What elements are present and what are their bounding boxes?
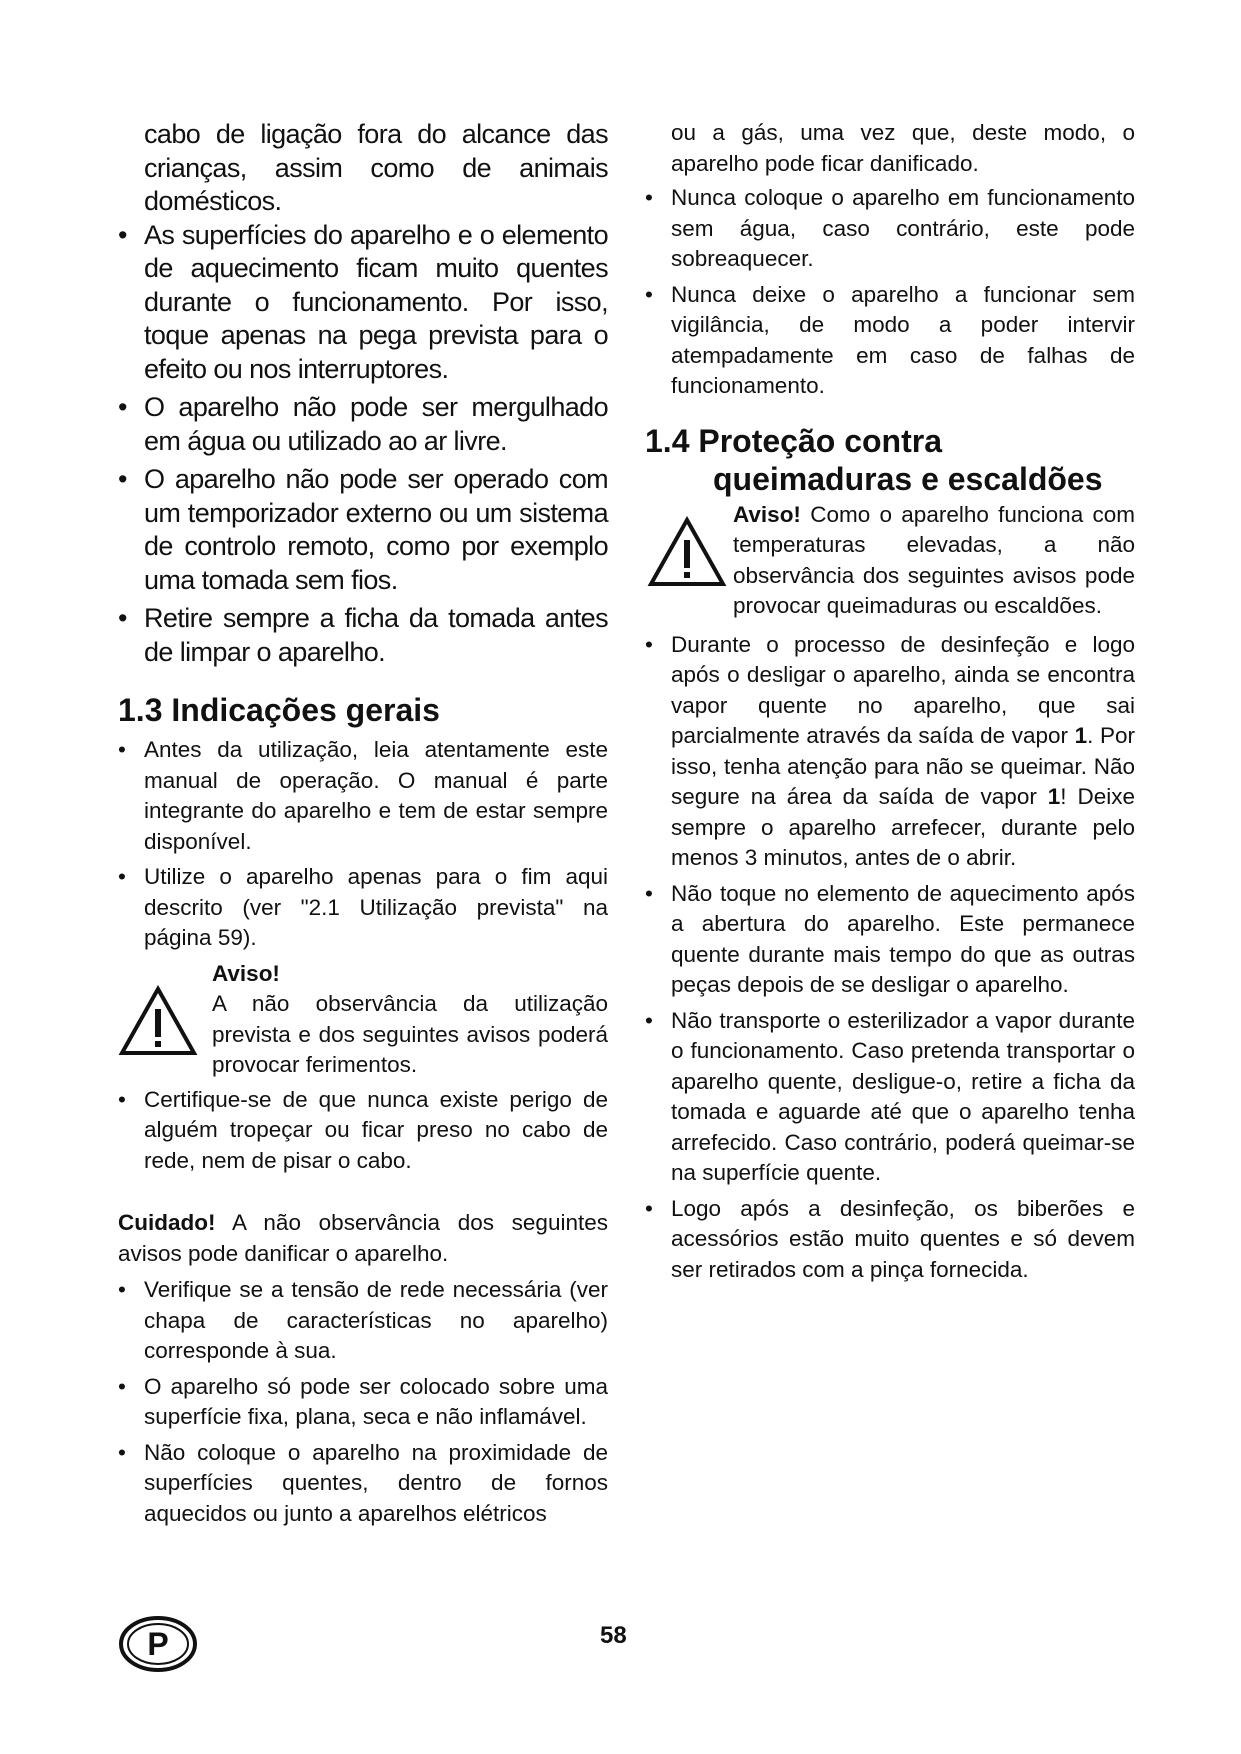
continued-paragraph: cabo de ligação fora do alcance das crianças, assim como de animais domésticos. bbox=[144, 119, 608, 216]
continued-paragraph-right: ou a gás, uma vez que, deste modo, o aparelho pode ficar danificado. bbox=[671, 120, 1135, 176]
warning-triangle-icon bbox=[647, 516, 727, 588]
general-bullet-3: • Certifique-se de que nunca existe perigo de alguém tropeçar ou ficar preso no cabo de rede, nem de pisar o cabo. bbox=[118, 1085, 608, 1177]
caution-label: Cuidado! bbox=[118, 1210, 216, 1235]
burn-bullet-3: • Não transporte o esterilizador a vapor durante o funcionamento. Caso pretenda transportar o aparelho quente, desligue-o, retire a ficha da tomada e aguarde até que o aparelho tenha arrefecido. Caso contrário, poderá queimar-se na superfície quente. bbox=[645, 1006, 1135, 1189]
safety-bullet-1: • As superfícies do aparelho e o elemento de aquecimento ficam muito quentes durante o funcionamento. Por isso, toque apenas na pega prevista para o efeito ou nos interruptores. bbox=[118, 219, 608, 387]
burn-warning-title: Aviso! bbox=[733, 501, 801, 527]
burn-bullet-1-part-a: Durante o processo de desinfeção e logo após o desligar o aparelho, ainda se encontra vapor quente no aparelho, que sai parcialmente através da saída de vapor bbox=[671, 631, 1135, 748]
safety-bullet-4: • Retire sempre a ficha da tomada antes de limpar o aparelho. bbox=[118, 602, 608, 669]
burn-bullet-1 bbox=[645, 630, 1135, 874]
burn-bullet-1-part-c: ! Deixe sempre o aparelho arrefecer, durante pelo menos 3 minutos, antes de o abrir. bbox=[671, 784, 1135, 870]
right-column bbox=[645, 118, 1135, 1290]
heading-line-1: 1.4 Proteção contra bbox=[645, 422, 942, 459]
general-bullet-2: • Utilize o aparelho apenas para o fim aqui descrito (ver "2.1 Utilização prevista" na página 59). bbox=[118, 862, 608, 954]
caution-paragraph bbox=[118, 1208, 608, 1269]
burn-bullet-4: • Logo após a desinfeção, os biberões e acessórios estão muito quentes e só devem ser retirados com a pinça fornecida. bbox=[645, 1194, 1135, 1286]
caution-bullet-1: • Verifique se a tensão de rede necessária (ver chapa de características no aparelho) corresponde à sua. bbox=[118, 1275, 608, 1367]
part-ref-1b: 1 bbox=[1047, 784, 1061, 809]
part-ref-1: 1 bbox=[1074, 723, 1088, 748]
burn-warning-block bbox=[645, 500, 1135, 622]
usage-bullet-2: • Nunca deixe o aparelho a funcionar sem vigilância, de modo a poder intervir atempadamente em caso de falhas de funcionamento. bbox=[645, 280, 1135, 402]
section-heading-1-4 bbox=[645, 422, 1135, 498]
usage-bullet-1: • Nunca coloque o aparelho em funcionamento sem água, caso contrário, este pode sobreaquecer. bbox=[645, 183, 1135, 275]
burn-warning-body: Como o aparelho funciona com temperaturas elevadas, a não observância dos seguintes avisos pode provocar queimaduras ou escaldões. bbox=[733, 501, 1135, 618]
safety-bullet-3: • O aparelho não pode ser operado com um temporizador externo ou um sistema de controlo remoto, como por exemplo uma tomada sem fios. bbox=[118, 463, 608, 597]
heading-line-2: queimaduras e escaldões bbox=[713, 460, 1103, 497]
general-bullet-1: • Antes da utilização, leia atentamente este manual de operação. O manual é parte integrante do aparelho e tem de estar sempre disponível. bbox=[118, 735, 608, 857]
caution-text: A não observância dos seguintes avisos pode danificar o aparelho. bbox=[118, 1210, 608, 1266]
warning-title: Aviso! bbox=[212, 960, 280, 986]
warning-block bbox=[118, 959, 608, 1081]
warning-triangle-icon bbox=[118, 985, 198, 1057]
caution-bullet-3: • Não coloque o aparelho na proximidade de superfícies quentes, dentro de fornos aquecidos ou junto a aparelhos elétricos bbox=[118, 1438, 608, 1530]
language-badge-letter: P bbox=[147, 1626, 169, 1662]
section-heading-1-3: 1.3 Indicações gerais bbox=[118, 692, 440, 728]
language-badge bbox=[118, 1615, 198, 1678]
warning-text: A não observância da utilização prevista e dos seguintes avisos poderá provocar ferimentos. bbox=[212, 991, 608, 1077]
portuguese-language-icon bbox=[118, 1615, 198, 1673]
burn-warning-text bbox=[733, 500, 1135, 622]
caution-bullet-2: • O aparelho só pode ser colocado sobre uma superfície fixa, plana, seca e não inflamável. bbox=[118, 1372, 608, 1433]
page-number: 58 bbox=[600, 1622, 627, 1649]
safety-bullet-2: • O aparelho não pode ser mergulhado em água ou utilizado ao ar livre. bbox=[118, 391, 608, 458]
left-column bbox=[118, 118, 608, 1534]
burn-bullet-1-part-b: . Por isso, tenha atenção para não se queimar. Não segure na área da saída de vapor bbox=[671, 723, 1135, 809]
burn-bullet-2: • Não toque no elemento de aquecimento após a abertura do aparelho. Este permanece quente durante mais tempo do que as outras peças depois de se desligar o aparelho. bbox=[645, 879, 1135, 1001]
